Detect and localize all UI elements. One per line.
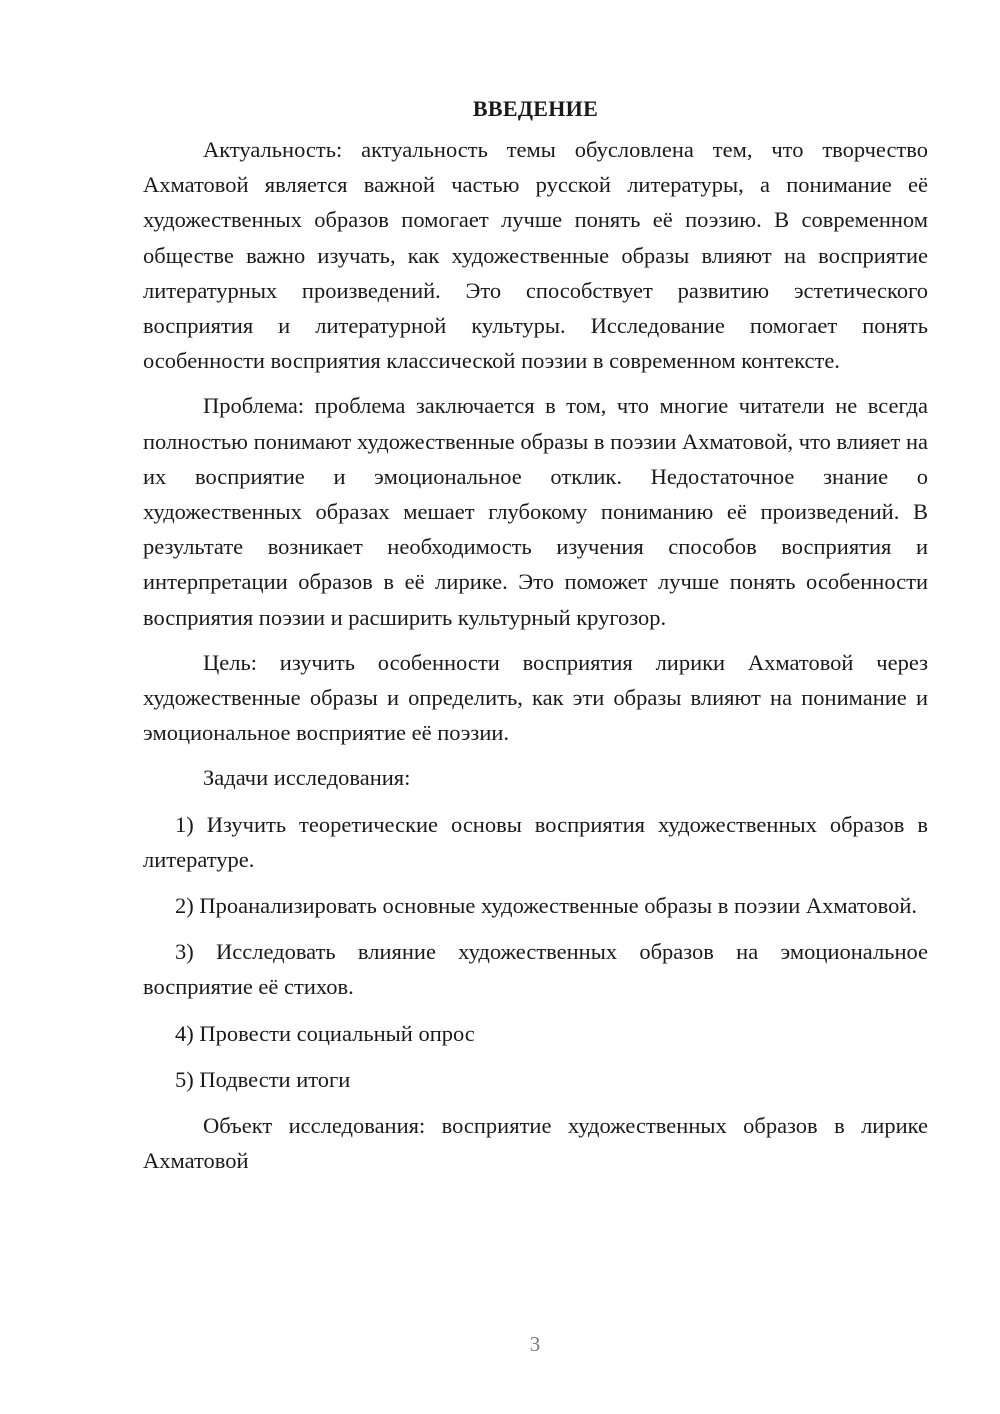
task-item-2: 2) Проанализировать основные художественные образы в поэзии Ахматовой.: [175, 893, 918, 919]
task-item-3: 3) Исследовать влияние художественных образов на эмоциональное восприятие её стихов.: [143, 939, 928, 1000]
object-paragraph: Объект исследования: восприятие художественных образов в лирике Ахматовой: [143, 1113, 928, 1174]
tasks-title: Задачи исследования:: [203, 765, 411, 791]
task-item-1: 1) Изучить теоретические основы восприятия художественных образов в литературе.: [143, 811, 928, 872]
goal-paragraph: Цель: изучить особенности восприятия лирики Ахматовой через художественные образы и определить, как эти образы влияют на понимание и эмоциональное восприятие её поэзии.: [143, 649, 928, 746]
page-number: 3: [529, 1332, 541, 1356]
task-item-5: 5) Подвести итоги: [175, 1066, 351, 1092]
problem-paragraph: Проблема: проблема заключается в том, что многие читатели не всегда полностью понимают художественные образы в поэзии Ахматовой, что влияет на их восприятие и эмоциональное отклик. Недостаточное знание о художественных образах мешает глубокому пониманию её произведений. В результате возникает необходимость изучения способов восприятия и интерпретации образов в её лирике. Это поможет лучше понять особенности восприятия поэзии и расширить культурный кругозор.: [143, 393, 928, 630]
task-item-4: 4) Провести социальный опрос: [175, 1020, 475, 1046]
section-heading: ВВЕДЕНИЕ: [472, 96, 599, 121]
document-page: [143, 92, 928, 1178]
relevance-paragraph: Актуальность: актуальность темы обусловлена тем, что творчество Ахматовой является важной частью русской литературы, а понимание её художественных образов помогает лучше понять её поэзию. В современном обществе важно изучать, как художественные образы влияют на восприятие литературных произведений. Это способствует развитию эстетического восприятия и литературной культуры. Исследование помогает понять особенности восприятия классической поэзии в современном контексте.: [143, 137, 928, 374]
